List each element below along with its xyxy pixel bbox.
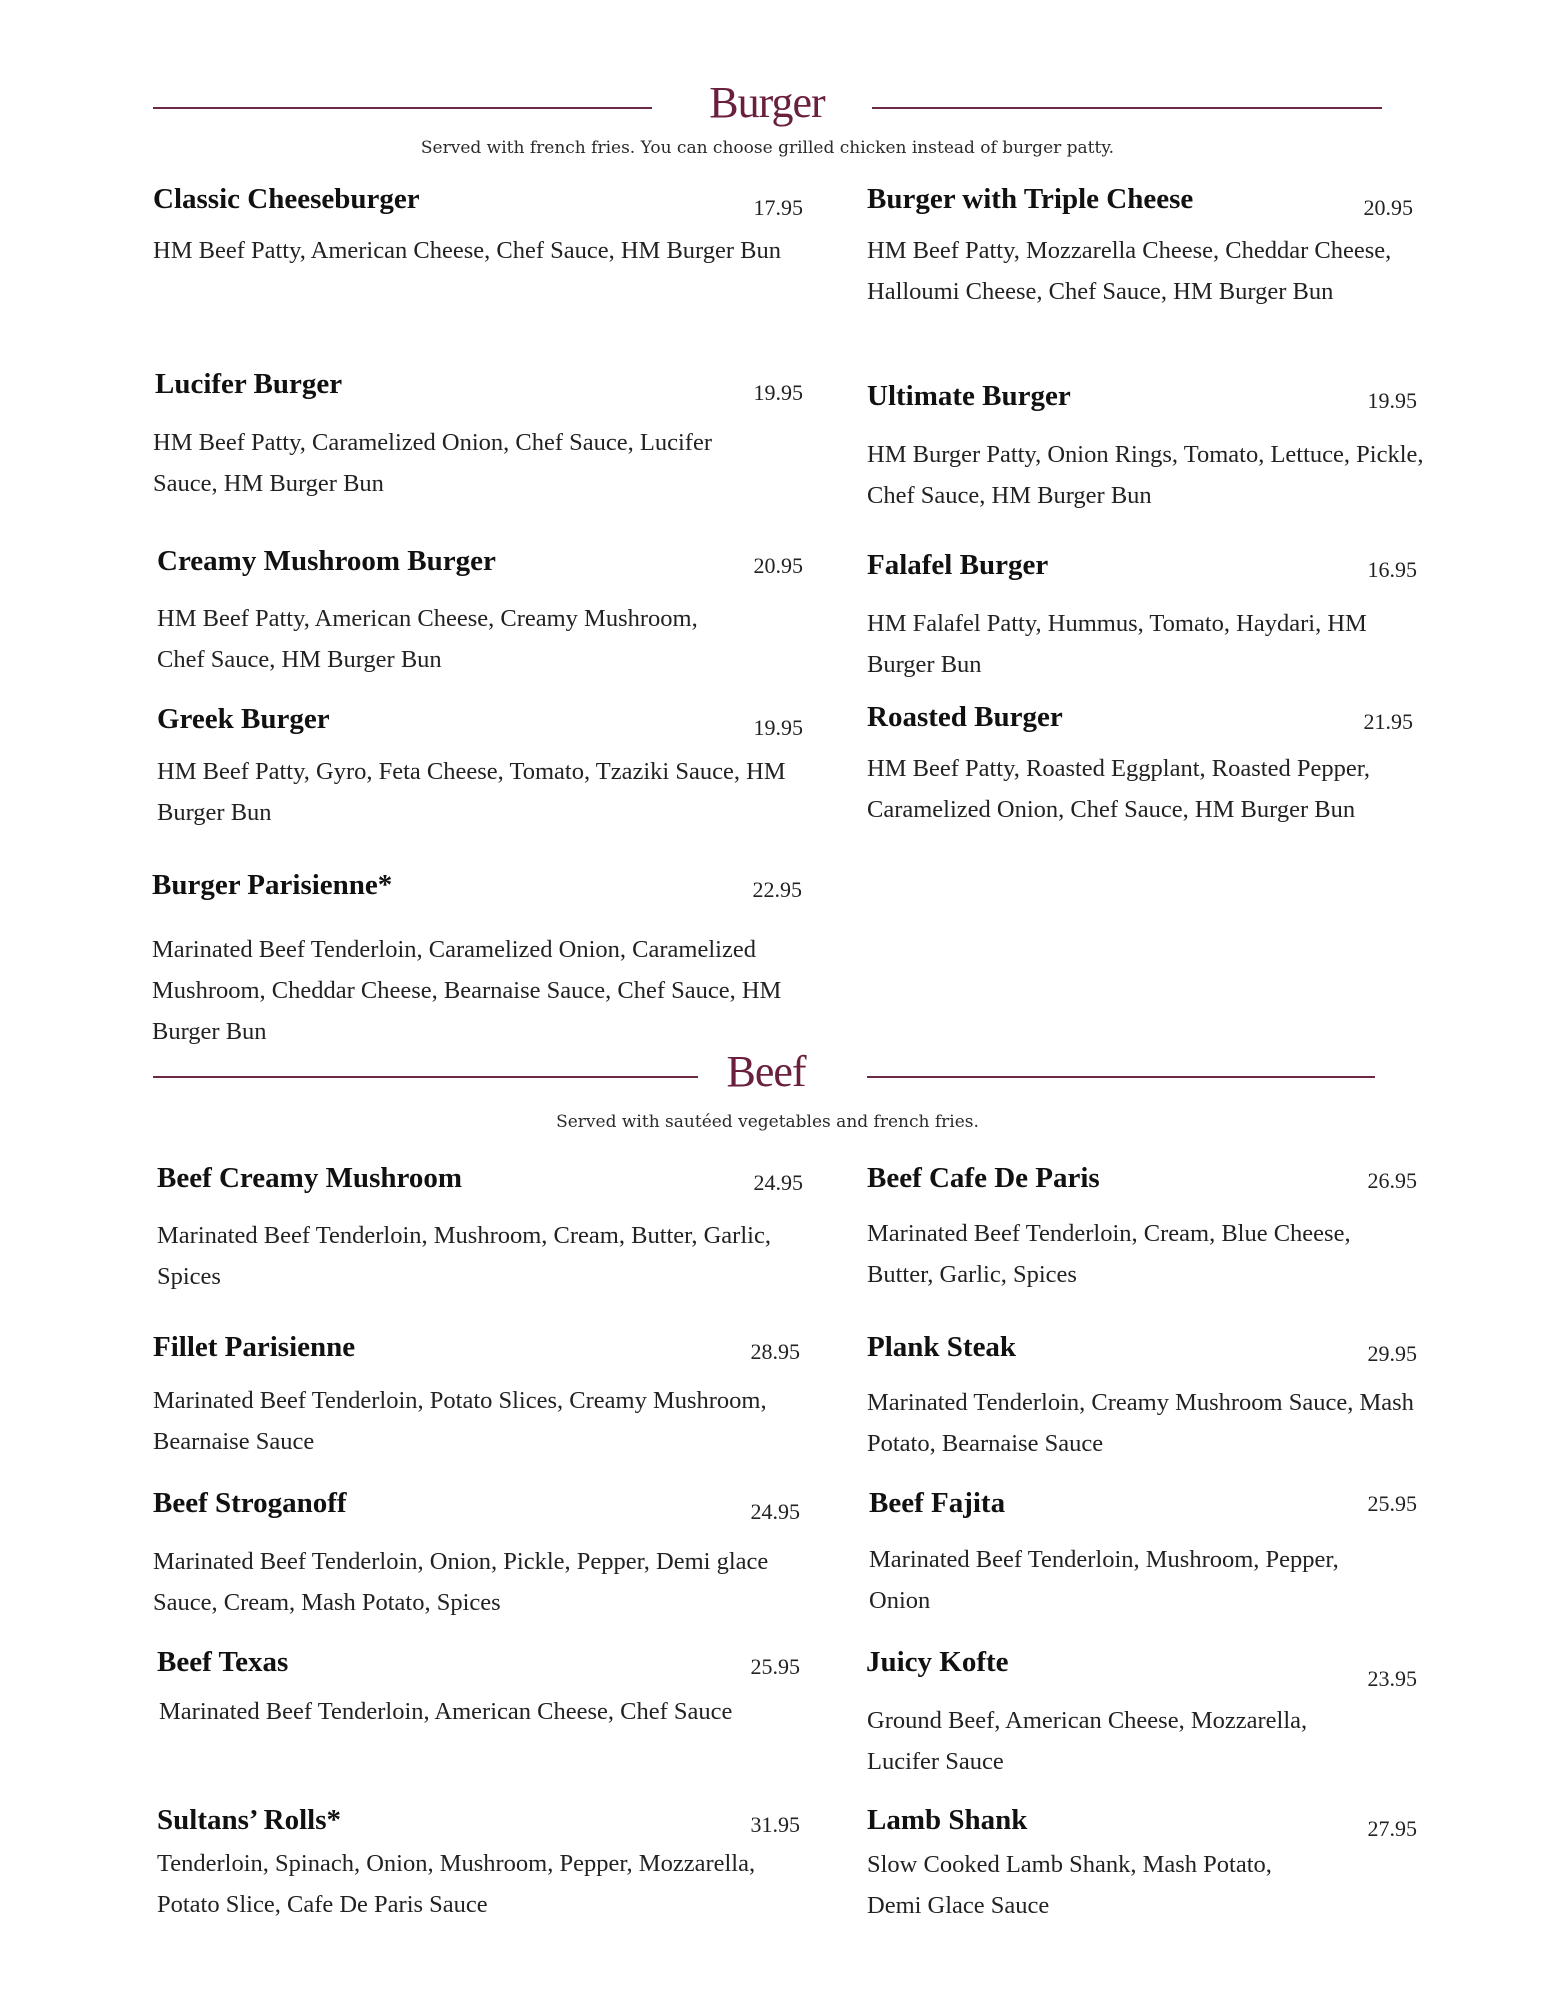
item-name: Creamy Mushroom Burger — [157, 545, 496, 577]
beef-section-subtitle: Served with sautéed vegetables and french fries. — [556, 1112, 979, 1132]
burger-rule-left — [153, 107, 652, 109]
item-description: Marinated Tenderloin, Creamy Mushroom Sauce, Mash Potato, Bearnaise Sauce — [867, 1389, 1414, 1457]
item-name: Beef Stroganoff — [153, 1487, 347, 1519]
burger-section-title: Burger — [709, 78, 825, 127]
item-price: 28.95 — [750, 1339, 800, 1364]
item-price: 25.95 — [750, 1654, 800, 1679]
item-name: Beef Creamy Mushroom — [157, 1162, 462, 1194]
item-price: 25.95 — [1367, 1491, 1417, 1516]
item-description: HM Beef Patty, Gyro, Feta Cheese, Tomato, Tzaziki Sauce, HM Burger Bun — [157, 758, 786, 826]
item-price: 19.95 — [1367, 388, 1417, 413]
item-name: Fillet Parisienne — [153, 1331, 356, 1363]
item-price: 26.95 — [1367, 1168, 1417, 1193]
item-description: HM Burger Patty, Onion Rings, Tomato, Lettuce, Pickle, Chef Sauce, HM Burger Bun — [867, 441, 1424, 509]
item-price: 27.95 — [1367, 1816, 1417, 1841]
item-description: HM Beef Patty, American Cheese, Creamy Mushroom, Chef Sauce, HM Burger Bun — [157, 605, 698, 673]
item-description: HM Beef Patty, Mozzarella Cheese, Cheddar Cheese, Halloumi Cheese, Chef Sauce, HM Burger Bun — [867, 237, 1392, 305]
item-name: Beef Cafe De Paris — [867, 1162, 1100, 1194]
item-name: Plank Steak — [867, 1331, 1017, 1363]
item-price: 24.95 — [753, 1170, 803, 1195]
item-description: Marinated Beef Tenderloin, Cream, Blue Cheese, Butter, Garlic, Spices — [867, 1220, 1351, 1288]
item-name: Burger Parisienne* — [152, 869, 393, 901]
item-description: HM Beef Patty, Caramelized Onion, Chef Sauce, Lucifer Sauce, HM Burger Bun — [153, 429, 713, 497]
item-description: Tenderloin, Spinach, Onion, Mushroom, Pepper, Mozzarella, Potato Slice, Cafe De Paris Sauce — [157, 1850, 756, 1918]
item-price: 17.95 — [753, 195, 803, 220]
burger-section-subtitle: Served with french fries. You can choose grilled chicken instead of burger patty. — [420, 138, 1115, 158]
item-description: HM Falafel Patty, Hummus, Tomato, Haydari, HM Burger Bun — [867, 610, 1367, 678]
beef-rule-left — [153, 1076, 698, 1078]
item-price: 20.95 — [753, 553, 803, 578]
item-price: 21.95 — [1363, 709, 1413, 734]
item-description: Marinated Beef Tenderloin, Mushroom, Cream, Butter, Garlic, Spices — [157, 1222, 771, 1290]
item-name: Ultimate Burger — [867, 380, 1071, 412]
item-description: HM Beef Patty, American Cheese, Chef Sauce, HM Burger Bun — [153, 237, 782, 264]
item-description: Marinated Beef Tenderloin, Potato Slices, Creamy Mushroom, Bearnaise Sauce — [153, 1387, 767, 1455]
beef-section-title: Beef — [726, 1047, 806, 1096]
beef-rule-right — [867, 1076, 1375, 1078]
item-name: Roasted Burger — [867, 701, 1063, 733]
burger-rule-right — [872, 107, 1382, 109]
item-description: Marinated Beef Tenderloin, Mushroom, Pepper, Onion — [869, 1546, 1339, 1614]
item-description: Marinated Beef Tenderloin, Caramelized Onion, Caramelized Mushroom, Cheddar Cheese, Bearnaise Sauce, Chef Sauce, HM Burger Bun — [152, 936, 782, 1045]
item-description: Slow Cooked Lamb Shank, Mash Potato, Demi Glace Sauce — [867, 1851, 1272, 1919]
item-description: Ground Beef, American Cheese, Mozzarella, Lucifer Sauce — [867, 1707, 1308, 1775]
item-price: 16.95 — [1367, 557, 1417, 582]
item-name: Lucifer Burger — [155, 368, 343, 400]
item-price: 31.95 — [750, 1812, 800, 1837]
item-description: Marinated Beef Tenderloin, American Cheese, Chef Sauce — [159, 1698, 733, 1725]
item-name: Classic Cheeseburger — [153, 183, 420, 215]
item-price: 19.95 — [753, 715, 803, 740]
item-name: Greek Burger — [157, 703, 330, 735]
item-name: Sultans’ Rolls* — [157, 1804, 341, 1836]
item-price: 22.95 — [752, 877, 802, 902]
item-price: 20.95 — [1363, 195, 1413, 220]
item-name: Burger with Triple Cheese — [867, 183, 1194, 215]
item-name: Juicy Kofte — [866, 1646, 1009, 1678]
item-name: Lamb Shank — [867, 1804, 1028, 1836]
item-price: 29.95 — [1367, 1341, 1417, 1366]
item-name: Beef Fajita — [869, 1487, 1006, 1519]
item-name: Falafel Burger — [867, 549, 1049, 581]
item-description: HM Beef Patty, Roasted Eggplant, Roasted Pepper, Caramelized Onion, Chef Sauce, HM Burger Bun — [867, 755, 1370, 823]
item-description: Marinated Beef Tenderloin, Onion, Pickle, Pepper, Demi glace Sauce, Cream, Mash Potato, Spices — [153, 1548, 769, 1616]
item-price: 24.95 — [750, 1499, 800, 1524]
item-price: 19.95 — [753, 380, 803, 405]
item-price: 23.95 — [1367, 1666, 1417, 1691]
item-name: Beef Texas — [157, 1646, 289, 1678]
